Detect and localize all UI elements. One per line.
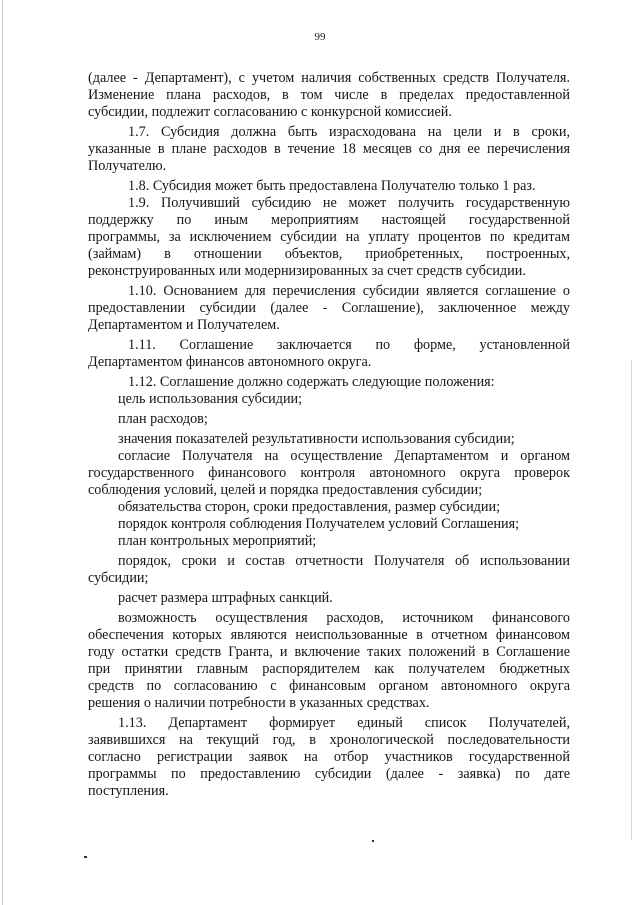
text-line: программы по предоставлению субсидии (далее - заявка) по дате	[88, 766, 570, 782]
text-line: порядок, сроки и состав отчетности Получателя об использовании	[118, 553, 570, 569]
text-line: реконструированных или модернизированных за счет средств субсидии.	[88, 263, 526, 279]
page-number: 99	[314, 31, 326, 43]
text-line: при принятии главным распорядителем как получателем бюджетных	[88, 661, 570, 677]
text-line: (далее - Департамент), с учетом наличия собственных средств Получателя.	[88, 70, 570, 86]
text-line: 1.10. Основанием для перечисления субсидии является соглашение о	[128, 283, 570, 299]
text-line: расчет размера штрафных санкций.	[118, 590, 333, 606]
text-line: Департаментом финансов автономного округа.	[88, 354, 372, 370]
text-line: 1.8. Субсидия может быть предоставлена Получателю только 1 раз.	[128, 178, 536, 194]
text-line: обеспечения которых являются неиспользованные в отчетном финансовом	[88, 627, 570, 643]
text-line: решения о наличии потребности в указанных средствах.	[88, 695, 430, 711]
text-line: субсидии;	[88, 570, 149, 586]
text-line: соблюдения условий, целей и порядка предоставления субсидии;	[88, 482, 483, 498]
scan-edge-left	[2, 0, 3, 905]
text-line: субсидии, подлежит согласованию с конкурсной комиссией.	[88, 104, 452, 120]
text-line: согласие Получателя на осуществление Департаментом и органом	[118, 448, 570, 464]
text-line: 1.12. Соглашение должно содержать следующие положения:	[128, 374, 495, 390]
text-line: государственного финансового контроля автономного округа проверок	[88, 465, 570, 481]
text-line: 1.9. Получивший субсидию не может получить государственную	[128, 195, 570, 211]
scan-speck	[372, 840, 374, 842]
text-line: цель использования субсидии;	[118, 391, 303, 407]
text-line: порядок контроля соблюдения Получателем условий Соглашения;	[118, 516, 520, 532]
text-line: поступления.	[88, 783, 169, 799]
text-line: средств по согласованию с финансовым органом автономного округа	[88, 678, 570, 694]
scan-edge-right	[631, 360, 632, 840]
document-body	[88, 70, 570, 800]
text-line: заявившихся на текущий год, в хронологической последовательности	[88, 732, 570, 748]
text-line: Получателю.	[88, 158, 167, 174]
text-line: указанные в плане расходов в течение 18 месяцев со дня ее перечисления	[88, 141, 570, 157]
text-line: программы, за исключением субсидии на уплату процентов по кредитам	[88, 229, 570, 245]
text-line: году остатки средств Гранта, и включение таких положений в Соглашение	[88, 644, 570, 660]
text-line: возможность осуществления расходов, источником финансового	[118, 610, 570, 626]
text-line: (займам) в отношении объектов, приобретенных, построенных,	[88, 246, 570, 262]
text-line: 1.11. Соглашение заключается по форме, установленной	[128, 337, 570, 353]
text-line: значения показателей результативности использования субсидии;	[118, 431, 515, 447]
scan-speck	[84, 856, 87, 858]
text-line: поддержку по иным мероприятиям настоящей государственной	[88, 212, 570, 228]
text-line: предоставлении субсидии (далее - Соглашение), заключенное между	[88, 300, 570, 316]
text-line: план расходов;	[118, 411, 208, 427]
text-line: обязательства сторон, сроки предоставления, размер субсидии;	[118, 499, 501, 515]
text-line: Изменение плана расходов, в том числе в пределах предоставленной	[88, 87, 570, 103]
text-line: 1.7. Субсидия должна быть израсходована на цели и в сроки,	[128, 124, 570, 140]
text-line: Департаментом и Получателем.	[88, 317, 280, 333]
text-line: согласно регистрации заявок на отбор участников государственной	[88, 749, 570, 765]
text-line: план контрольных мероприятий;	[118, 533, 317, 549]
text-line: 1.13. Департамент формирует единый список Получателей,	[118, 715, 570, 731]
